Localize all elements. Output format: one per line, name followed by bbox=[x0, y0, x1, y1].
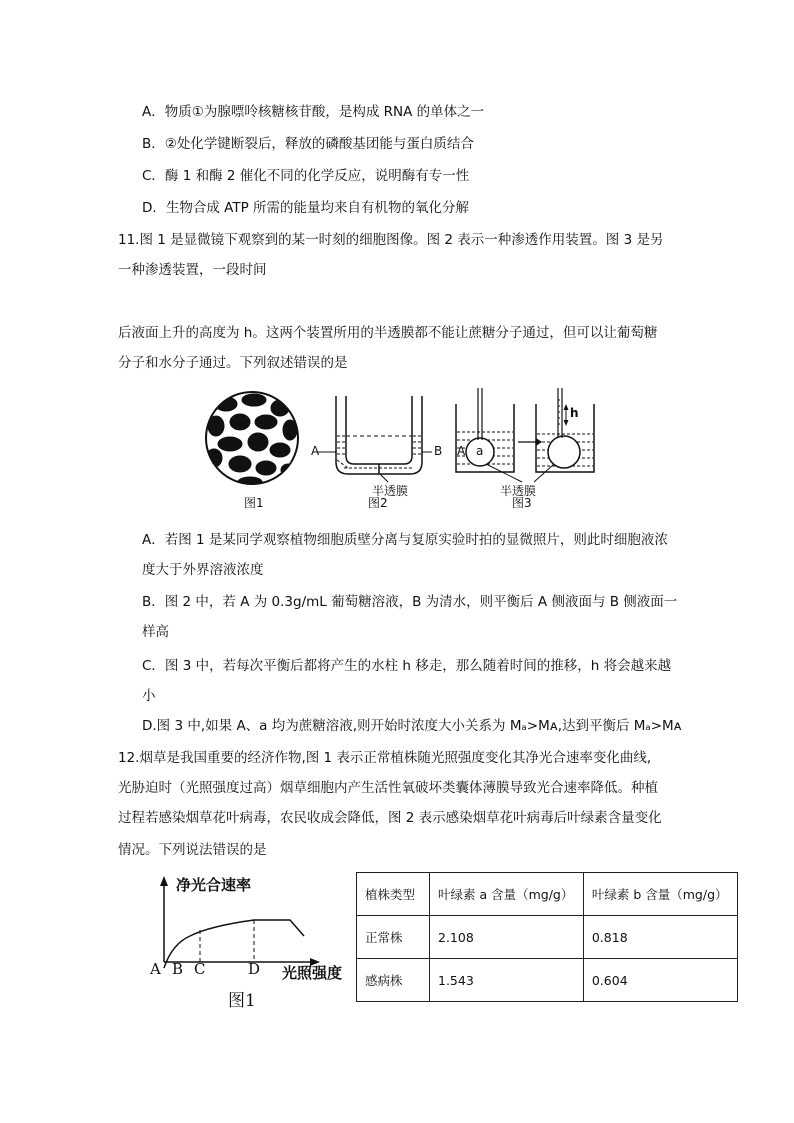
q11-label-a: A bbox=[311, 444, 320, 458]
table-header-cell: 叶绿素 a 含量（mg/g） bbox=[430, 873, 584, 916]
q12-graph-point-b: B bbox=[172, 960, 184, 978]
q11-stem-line-1: 11.图 1 是显微镜下观察到的某一时刻的细胞图像。图 2 表示一种渗透作用装置。图 3 是另 bbox=[118, 232, 664, 248]
chlorophyll-table bbox=[356, 872, 738, 1002]
q11-figure-2-caption: 图2 bbox=[368, 496, 388, 510]
q11-figure-3-beakers bbox=[450, 384, 600, 488]
q11-stem-line-3: 后液面上升的高度为 h。这两个装置所用的半透膜都不能让蔗糖分子通过，但可以让葡萄糖 bbox=[118, 325, 658, 341]
q11-figure-3-membrane-label: 半透膜 bbox=[500, 484, 537, 498]
table-cell: 1.543 bbox=[430, 959, 584, 1002]
q12-stem-line-3: 过程若感染烟草花叶病毒，农民收成会降低，图 2 表示感染烟草花叶病毒后叶绿素含量变化 bbox=[118, 810, 662, 826]
q11-label-b: B bbox=[434, 444, 443, 458]
q12-graph-caption: 图1 bbox=[228, 991, 256, 1011]
q10-option-b: B．②处化学键断裂后，释放的磷酸基团能与蛋白质结合 bbox=[142, 136, 474, 152]
q11-option-c-line-1: C．图 3 中，若每次平衡后都将产生的水柱 h 移走，那么随着时间的推移，h 将会越来越 bbox=[142, 658, 672, 674]
q12-stem-line-1: 12.烟草是我国重要的经济作物,图 1 表示正常植株随光照强度变化其净光合速率变化曲线, bbox=[118, 750, 652, 766]
q12-graph-point-a: A bbox=[150, 960, 161, 978]
q12-graph-point-c: C bbox=[194, 960, 206, 978]
q11-figure-2-membrane-label: 半透膜 bbox=[372, 484, 409, 498]
q11-figure-1-cells bbox=[202, 388, 302, 488]
table-header-cell: 叶绿素 b 含量（mg/g） bbox=[583, 873, 737, 916]
q11-option-b-line-2: 样高 bbox=[142, 624, 169, 640]
q10-option-a: A．物质①为腺嘌呤核糖核苷酸，是构成 RNA 的单体之一 bbox=[142, 104, 485, 120]
table-cell: 0.818 bbox=[583, 916, 737, 959]
q11-stem-line-2: 一种渗透装置，一段时间 bbox=[118, 262, 267, 278]
q11-option-a-line-1: A．若图 1 是某同学观察植物细胞质壁分离与复原实验时拍的显微照片，则此时细胞液浓 bbox=[142, 532, 668, 548]
table-cell: 正常株 bbox=[357, 916, 430, 959]
table-cell: 0.604 bbox=[583, 959, 737, 1002]
q12-graph-xlabel: 光照强度 bbox=[282, 964, 343, 982]
q11-figure-1-caption: 图1 bbox=[244, 496, 264, 510]
q10-option-d: D．生物合成 ATP 所需的能量均来自有机物的氧化分解 bbox=[142, 200, 470, 216]
table-row bbox=[357, 959, 738, 1002]
q12-stem-line-4: 情况。下列说法错误的是 bbox=[118, 842, 267, 858]
table-header-row bbox=[357, 873, 738, 916]
q12-stem-line-2: 光胁迫时（光照强度过高）烟草细胞内产生活性氧破坏类囊体薄膜导致光合速率降低。种植 bbox=[118, 780, 658, 796]
q12-graph-ylabel: 净光合速率 bbox=[176, 876, 252, 894]
q12-graph-point-d: D bbox=[248, 960, 261, 978]
q11-option-d: D.图 3 中,如果 A、a 均为蔗糖溶液,则开始时浓度大小关系为 Mₐ>Mᴀ,达到平衡后 Mₐ>Mᴀ bbox=[142, 718, 682, 734]
table-header-cell: 植株类型 bbox=[357, 873, 430, 916]
q11-stem-line-4: 分子和水分子通过。下列叙述错误的是 bbox=[118, 355, 348, 371]
table-cell: 2.108 bbox=[430, 916, 584, 959]
q11-figure-3-label-a-inner: a bbox=[476, 444, 484, 458]
q11-option-a-line-2: 度大于外界溶液浓度 bbox=[142, 562, 264, 578]
q11-option-c-line-2: 小 bbox=[142, 688, 156, 704]
q10-option-c: C．酶 1 和酶 2 催化不同的化学反应，说明酶有专一性 bbox=[142, 168, 470, 184]
table-row bbox=[357, 916, 738, 959]
q11-figure-3-label-h: h bbox=[570, 406, 579, 420]
q11-figure-3-label-a-outer: A bbox=[457, 444, 466, 458]
q11-figure-3-caption: 图3 bbox=[512, 496, 532, 510]
q11-option-b-line-1: B．图 2 中，若 A 为 0.3g/mL 葡萄糖溶液，B 为清水，则平衡后 A 侧液面与 B 侧液面一 bbox=[142, 594, 678, 610]
table-cell: 感病株 bbox=[357, 959, 430, 1002]
